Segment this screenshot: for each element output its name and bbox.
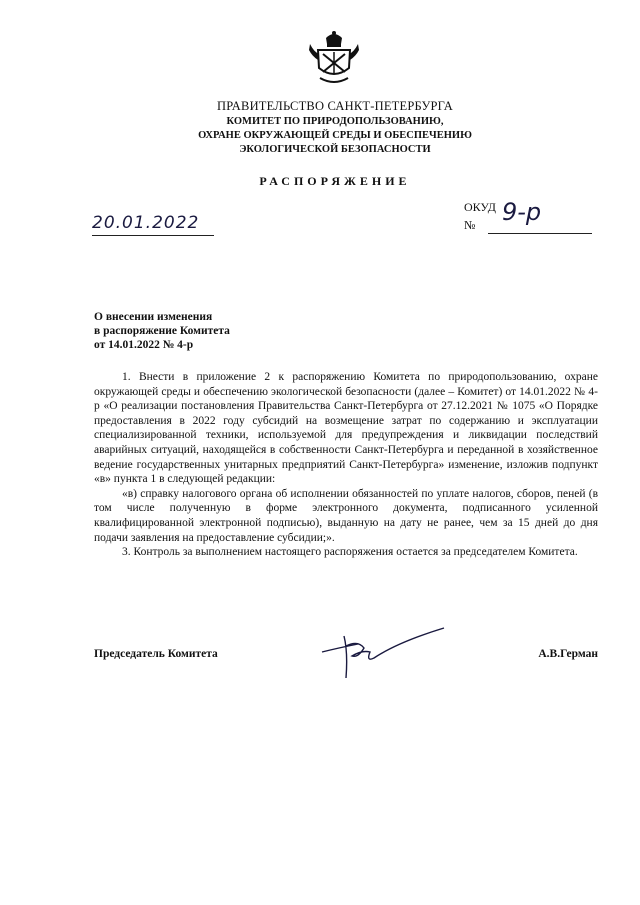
okud-label: ОКУД [464, 200, 496, 214]
committee-line: ОХРАНЕ ОКРУЖАЮЩЕЙ СРЕДЫ И ОБЕСПЕЧЕНИЮ [198, 130, 472, 141]
body-paragraph: 3. Контроль за выполнением настоящего распоряжения остается за председателем Комитета. [122, 546, 578, 559]
document-number: 9-р [502, 198, 542, 226]
number-underline [488, 233, 592, 234]
body-paragraph: 1. Внести в приложение 2 к распоряжению Комитета по природопользованию, охране окружающей среды и обеспечению экологической безопасности (далее – Комитет) от 14.01.2022 № 4-р «О реализации постановления Правительства Санкт-Петербурга от 27.12.2021 № 1075 «О Порядке предоставления в 2022 году субсидий на возмещение затрат по содержанию и эксплуатации специализированной техники, используемой для предупреждения и ликвидации последствий аварийных ситуаций, находящейся в собственности Санкт-Петербурга и переданной в хозяйственное ведение государственных унитарных предприятий Санкт-Петербурга» изменение, изложив подпункт «в» пункта 1 в следующей редакции: [94, 371, 598, 486]
subject-line: О внесении изменения [94, 311, 213, 323]
document-body [94, 370, 598, 560]
committee-line: ЭКОЛОГИЧЕСКОЙ БЕЗОПАСНОСТИ [239, 144, 431, 155]
number-label: № [464, 218, 476, 232]
committee-name [150, 115, 520, 157]
signatory-title: Председатель Комитета [94, 648, 218, 660]
government-name: ПРАВИТЕЛЬСТВО САНКТ-ПЕТЕРБУРГА [217, 99, 453, 113]
subject-line: от 14.01.2022 № 4-р [94, 339, 194, 351]
document-subject [94, 310, 230, 352]
subject-line: в распоряжение Комитета [94, 325, 230, 337]
signatory-name: А.В.Герман [538, 648, 598, 660]
body-paragraph: «в) справку налогового органа об исполнении обязанностей по уплате налогов, сборов, пеней (в том числе полученную в форме электронного документа, подписанного усиленной квалифицированной электронной подписью), выданную на дату не ранее, чем за 15 дней до дня подачи заявления на предоставление субсидии;». [94, 487, 598, 544]
document-type-title: РАСПОРЯЖЕНИЕ [259, 174, 411, 188]
committee-line: КОМИТЕТ ПО ПРИРОДОПОЛЬЗОВАНИЮ, [226, 116, 444, 127]
handwritten-signature-icon [318, 622, 448, 682]
coat-of-arms-icon [306, 30, 362, 86]
document-date: 20.01.2022 [92, 213, 214, 236]
